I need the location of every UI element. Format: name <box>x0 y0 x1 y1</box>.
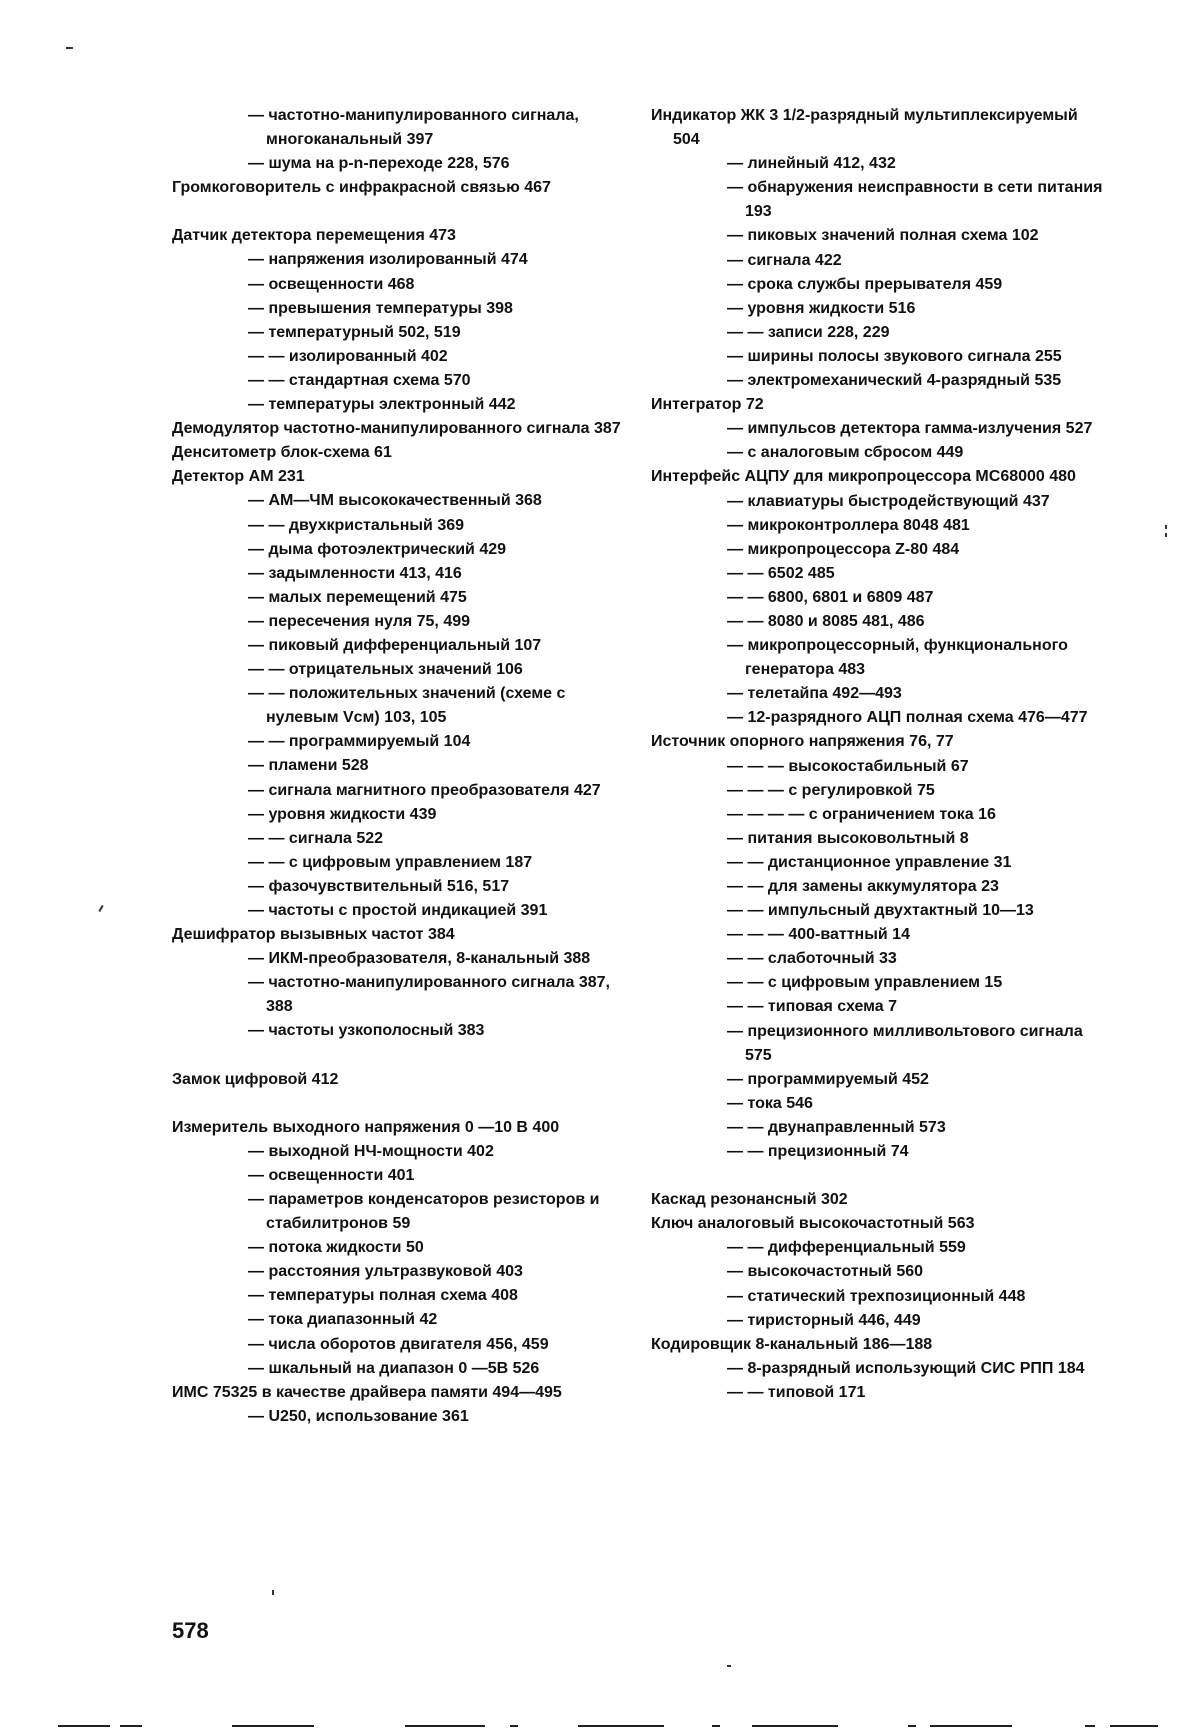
bottom-rule <box>1085 1725 1095 1727</box>
index-subentry: — — записи 228, 229 <box>727 323 890 341</box>
index-subentry: — потока жидкости 50 <box>248 1239 424 1257</box>
index-heading: Кодировщик 8-канальный 186—188 <box>651 1335 933 1353</box>
index-subentry: — пиковый дифференциальный 107 <box>248 636 542 654</box>
index-subentry: — с аналоговым сбросом 449 <box>727 444 964 462</box>
bottom-rule <box>930 1725 1012 1727</box>
index-subentry: — — импульсный двухтактный 10—13 <box>727 902 1034 920</box>
bottom-rule <box>120 1725 142 1727</box>
index-subentry: — линейный 412, 432 <box>727 155 896 173</box>
index-subentry: — импульсов детектора гамма-излучения 527 <box>727 420 1093 438</box>
index-subentry: — — — с регулировкой 75 <box>727 781 935 799</box>
index-subentry: — частотно-манипулированного сигнала 387, 388 <box>248 974 610 1016</box>
index-subentry: — уровня жидкости 439 <box>248 805 437 823</box>
index-subentry: — микропроцессорный, функционального генератора 483 <box>727 637 1068 679</box>
index-heading: Датчик детектора перемещения 473 <box>172 227 456 245</box>
index-subentry: — тока 546 <box>727 1094 813 1112</box>
index-subentry: — статический трехпозиционный 448 <box>727 1287 1026 1305</box>
scan-mark <box>1165 533 1167 537</box>
scan-mark <box>98 905 103 912</box>
scan-mark <box>727 1665 731 1667</box>
scan-mark <box>1165 525 1167 529</box>
index-subentry: — пламени 528 <box>248 757 369 775</box>
index-subentry: — сигнала 422 <box>727 251 842 269</box>
index-subentry: — прецизионного милливольтового сигнала 575 <box>727 1022 1083 1064</box>
index-subentry: — клавиатуры быстродействующий 437 <box>727 492 1050 510</box>
index-subentry: — параметров конденсаторов резисторов и стабилитронов 59 <box>248 1190 600 1233</box>
index-subentry: — — для замены аккумулятора 23 <box>727 878 999 895</box>
index-subentry: — выходной НЧ-мощности 402 <box>248 1142 494 1160</box>
bottom-rule <box>908 1725 916 1727</box>
index-subentry: — — сигнала 522 <box>248 829 384 847</box>
index-subentry: — — с цифровым управлением 15 <box>727 974 1003 992</box>
scan-mark <box>66 47 73 49</box>
bottom-rule <box>1110 1725 1158 1727</box>
index-subentry: — — с цифровым управлением 187 <box>248 853 533 871</box>
index-subentry: — пересечения нуля 75, 499 <box>248 612 471 630</box>
index-subentry: — — прецизионный 74 <box>727 1143 909 1161</box>
bottom-rule <box>578 1725 664 1727</box>
index-subentry: — — типовой 171 <box>727 1383 866 1401</box>
scan-mark <box>272 1590 274 1595</box>
index-subentry: — ширины полосы звукового сигнала 255 <box>727 347 1062 365</box>
index-subentry: — АМ—ЧМ высококачественный 368 <box>248 492 542 510</box>
index-heading: ИМС 75325 в качестве драйвера памяти 494—495 <box>172 1383 562 1401</box>
index-gap <box>172 200 627 224</box>
index-subentry: — питания высоковольтный 8 <box>727 829 969 847</box>
index-subentry: — числа оборотов двигателя 456, 459 <box>248 1335 549 1353</box>
index-subentry: — превышения температуры 398 <box>248 299 513 317</box>
index-subentry: — — слаботочный 33 <box>727 950 897 968</box>
index-gap <box>172 1044 627 1068</box>
index-subentry: — фазочувствительный 516, 517 <box>248 877 510 895</box>
index-subentry: — напряжения изолированный 474 <box>248 251 528 269</box>
index-heading: Интегратор 72 <box>651 396 764 414</box>
index-subentry: — — дистанционное управление 31 <box>727 853 1012 871</box>
index-column-right <box>651 104 1103 1405</box>
index-subentry: — — двунаправленный 573 <box>727 1118 946 1136</box>
index-heading: Источник опорного напряжения 76, 77 <box>651 733 954 751</box>
index-subentry: — — — 400-ваттный 14 <box>727 926 910 944</box>
index-heading: Громкоговоритель с инфракрасной связью 467 <box>172 179 551 197</box>
bottom-rule <box>405 1725 485 1727</box>
index-subentry: — освещенности 468 <box>248 275 415 293</box>
index-heading: Ключ аналоговый высокочастотный 563 <box>651 1215 975 1233</box>
index-heading: Демодулятор частотно-манипулированного сигнала 387 <box>172 420 621 438</box>
index-subentry: — высокочастотный 560 <box>727 1263 924 1281</box>
index-subentry: — — типовая схема 7 <box>727 998 898 1016</box>
index-subentry: — температуры полная схема 408 <box>248 1287 518 1305</box>
index-subentry: — — стандартная схема 570 <box>248 371 471 389</box>
bottom-rule <box>752 1725 838 1727</box>
bottom-rule <box>58 1725 110 1727</box>
index-subentry: — обнаружения неисправности в сети питания 193 <box>727 179 1103 221</box>
index-subentry: — — — — с ограничением тока 16 <box>727 805 996 823</box>
index-subentry: — дыма фотоэлектрический 429 <box>248 540 507 558</box>
index-subentry: — частоты с простой индикацией 391 <box>248 902 548 919</box>
index-subentry: — температуры электронный 442 <box>248 396 516 414</box>
index-subentry: — тока диапазонный 42 <box>248 1311 438 1329</box>
index-subentry: — микроконтроллера 8048 481 <box>727 516 970 534</box>
index-heading: Измеритель выходного напряжения 0 —10 В 400 <box>172 1118 560 1136</box>
index-subentry: — — 6502 485 <box>727 564 835 582</box>
index-subentry: — — двухкристальный 369 <box>248 516 465 534</box>
index-subentry: — пиковых значений полная схема 102 <box>727 227 1039 245</box>
index-subentry: — — 8080 и 8085 481, 486 <box>727 612 925 630</box>
index-subentry: — шума на p-n-переходе 228, 576 <box>248 155 510 173</box>
index-subentry: — телетайпа 492—493 <box>727 685 902 703</box>
index-subentry: — — — высокостабильный 67 <box>727 757 969 775</box>
index-subentry: — задымленности 413, 416 <box>248 564 462 582</box>
index-subentry: — электромеханический 4-разрядный 535 <box>727 372 1062 390</box>
index-heading: Индикатор ЖК 3 1/2-разрядный мультиплексируемый 504 <box>651 107 1078 149</box>
index-subentry: — тиристорный 446, 449 <box>727 1311 921 1329</box>
index-gap <box>651 1164 1103 1188</box>
index-heading: Дешифратор вызывных частот 384 <box>172 926 455 944</box>
bottom-rule <box>232 1725 314 1727</box>
index-subentry: — срока службы прерывателя 459 <box>727 275 1003 293</box>
index-subentry: — сигнала магнитного преобразователя 427 <box>248 781 601 799</box>
index-subentry: — U250, использование 361 <box>248 1407 469 1425</box>
index-subentry: — частотно-манипулированного сигнала, многоканальный 397 <box>248 107 579 149</box>
index-subentry: — малых перемещений 475 <box>248 588 467 606</box>
index-subentry: — — 6800, 6801 и 6809 487 <box>727 588 934 606</box>
index-column-left <box>172 104 627 1429</box>
index-subentry: — — дифференциальный 559 <box>727 1239 966 1257</box>
index-subentry: — уровня жидкости 516 <box>727 299 916 317</box>
index-subentry: — ИКМ-преобразователя, 8-канальный 388 <box>248 950 591 968</box>
index-subentry: — шкальный на диапазон 0 —5В 526 <box>248 1359 540 1377</box>
index-heading: Интерфейс АЦПУ для микропроцессора МС68000 480 <box>651 468 1076 486</box>
index-subentry: — микропроцессора Z-80 484 <box>727 540 960 558</box>
index-subentry: — — программируемый 104 <box>248 733 471 751</box>
index-subentry: — — положительных значений (схеме с нулевым Vсм) 103, 105 <box>248 685 566 727</box>
index-subentry: — — отрицательных значений 106 <box>248 661 523 679</box>
page-number: 578 <box>172 1618 209 1643</box>
index-subentry: — программируемый 452 <box>727 1070 929 1088</box>
index-subentry: — 8-разрядный использующий СИС РПП 184 <box>727 1359 1085 1377</box>
bottom-rule <box>510 1725 518 1727</box>
index-heading: Детектор АМ 231 <box>172 468 305 486</box>
index-heading: Замок цифровой 412 <box>172 1070 339 1088</box>
index-subentry: — — изолированный 402 <box>248 347 448 365</box>
index-subentry: — расстояния ультразвуковой 403 <box>248 1263 523 1281</box>
bottom-rule <box>712 1725 720 1727</box>
index-subentry: — 12-разрядного АЦП полная схема 476—477 <box>727 709 1088 727</box>
index-gap <box>172 1092 627 1116</box>
index-subentry: — температурный 502, 519 <box>248 323 461 341</box>
index-subentry: — частоты узкополосный 383 <box>248 1022 485 1040</box>
index-subentry: — освещенности 401 <box>248 1166 415 1184</box>
index-heading: Каскад резонансный 302 <box>651 1191 848 1209</box>
index-heading: Денситометр блок-схема 61 <box>172 444 392 462</box>
